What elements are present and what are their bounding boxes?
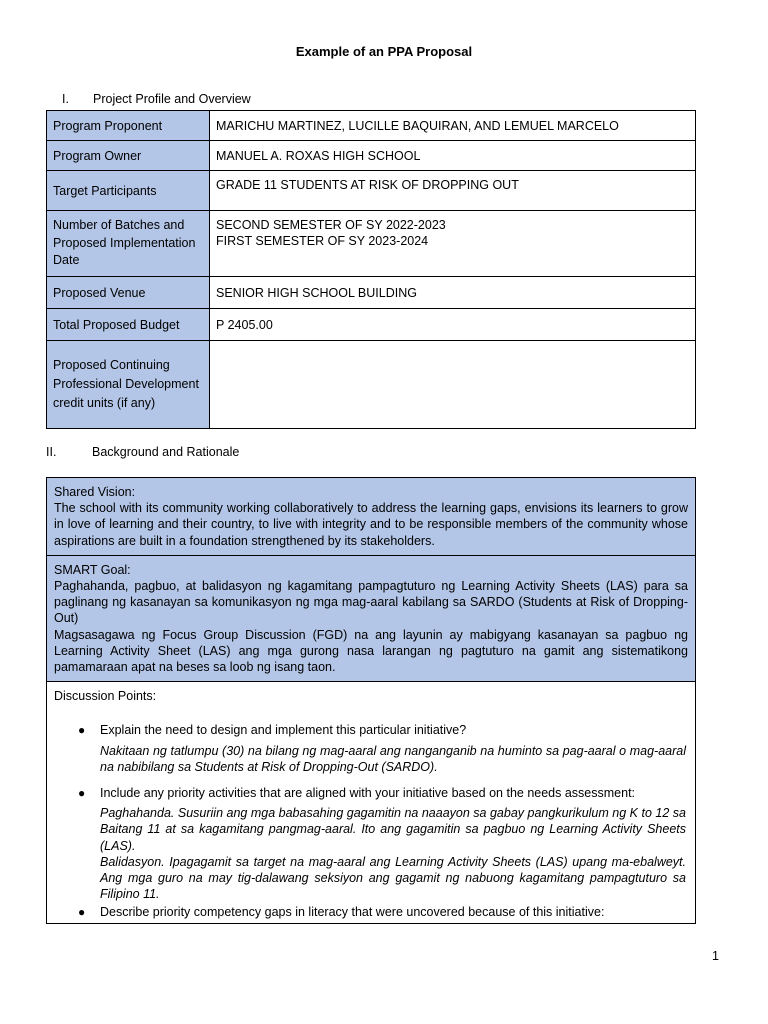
bullet-icon: ● — [78, 905, 86, 920]
profile-label: Program Owner — [47, 141, 210, 171]
discussion-question: Describe priority competency gaps in literacy that were uncovered because of this initiative: — [100, 905, 605, 920]
bullet-icon: ● — [78, 786, 86, 801]
bullet-icon: ● — [78, 723, 86, 738]
table-row — [47, 211, 696, 277]
section-2-number: II. — [46, 445, 57, 459]
smart-goal-heading: SMART Goal: — [54, 562, 131, 577]
profile-value: SENIOR HIGH SCHOOL BUILDING — [210, 277, 696, 309]
table-row — [47, 341, 696, 429]
list-item — [54, 722, 688, 738]
shared-vision-block — [47, 478, 695, 556]
answer-text: Nakitaan ng tatlumpu (30) na bilang ng mag-aaral ang nanganganib na huminto sa pag-aaral o mag-aaral na nabibilang sa Students at Risk of Dropping-Out (SARDO). — [100, 743, 686, 774]
table-row — [47, 141, 696, 171]
profile-label: Proposed Continuing Professional Development credit units (if any) — [47, 341, 210, 429]
discussion-heading: Discussion Points: — [54, 689, 157, 704]
project-profile-table — [46, 110, 696, 429]
discussion-question: Explain the need to design and implement this particular initiative? — [100, 723, 467, 738]
answer-text: Balidasyon. Ipagagamit sa target na mag-aaral ang Learning Activity Sheets (LAS) upang ma-ebalweyt. Ang mga guro na may tig-dalawang seksiyon ang gagamit ng nabuong kagamitang pampagtuturo sa Filipino 11. — [100, 854, 686, 902]
table-row — [47, 309, 696, 341]
profile-value: MANUEL A. ROXAS HIGH SCHOOL — [210, 141, 696, 171]
table-row — [47, 277, 696, 309]
smart-goal-text: Magsasagawa ng Focus Group Discussion (FGD) na ang layunin ay mabigyang kasanayan sa pagbuo ng Learning Activity Sheet (LAS) ang mga gurong nasa larangan ng pagtuturo na gamit ang sistematikong pamamaraan apat na beses sa loob ng isang taon. — [54, 627, 688, 675]
profile-label: Proposed Venue — [47, 277, 210, 309]
list-item — [54, 904, 688, 920]
profile-value-line: FIRST SEMESTER OF SY 2023-2024 — [216, 234, 429, 248]
discussion-question: Include any priority activities that are aligned with your initiative based on the needs assessment: — [100, 786, 636, 801]
profile-label: Total Proposed Budget — [47, 309, 210, 341]
smart-goal-text: Paghahanda, pagbuo, at balidasyon ng kagamitang pampagtuturo ng Learning Activity Sheets (LAS) para sa paglinang ng kasanayan sa komunikasyon ng mga mag-aaral kabilang sa SARDO (Students at Risk of Dropping-Out) — [54, 579, 688, 626]
table-row — [47, 171, 696, 211]
profile-value — [210, 211, 696, 277]
shared-vision-heading: Shared Vision: — [54, 485, 136, 499]
profile-value — [210, 341, 696, 429]
discussion-answer — [54, 743, 688, 775]
table-row — [47, 111, 696, 141]
profile-label: Number of Batches and Proposed Implementation Date — [47, 211, 210, 277]
document-title: Example of an PPA Proposal — [295, 44, 473, 59]
profile-label: Program Proponent — [47, 111, 210, 141]
section-1-title: Project Profile and Overview — [93, 92, 251, 106]
smart-goal-block — [47, 556, 695, 682]
profile-value: GRADE 11 STUDENTS AT RISK OF DROPPING OUT — [210, 171, 696, 211]
profile-value-line: SECOND SEMESTER OF SY 2022-2023 — [216, 218, 446, 232]
background-rationale-box — [46, 477, 696, 924]
profile-value: P 2405.00 — [210, 309, 696, 341]
shared-vision-text: The school with its community working collaboratively to address the learning gaps, envisions its learners to grow in love of learning and their country, to live with integrity and to be responsible members of the community whose aspirations are built in a foundation strengthened by its stakeholders. — [54, 501, 688, 548]
section-1-number: I. — [62, 92, 69, 106]
discussion-answer — [54, 805, 688, 902]
section-2-title: Background and Rationale — [92, 445, 240, 459]
list-item — [54, 785, 688, 801]
profile-value: MARICHU MARTINEZ, LUCILLE BAQUIRAN, AND LEMUEL MARCELO — [210, 111, 696, 141]
answer-text: Paghahanda. Susuriin ang mga babasahing gagamitin na naaayon sa gabay pangkurikulum ng K to 12 sa Baitang 11 at sa kagamitang pangmag-aaral. Ito ang gagamitin sa pagbuo ng Learning Activity Sheets (LAS). — [100, 806, 686, 853]
page-number: 1 — [712, 949, 719, 963]
profile-label: Target Participants — [47, 171, 210, 211]
discussion-points-block — [47, 682, 695, 922]
